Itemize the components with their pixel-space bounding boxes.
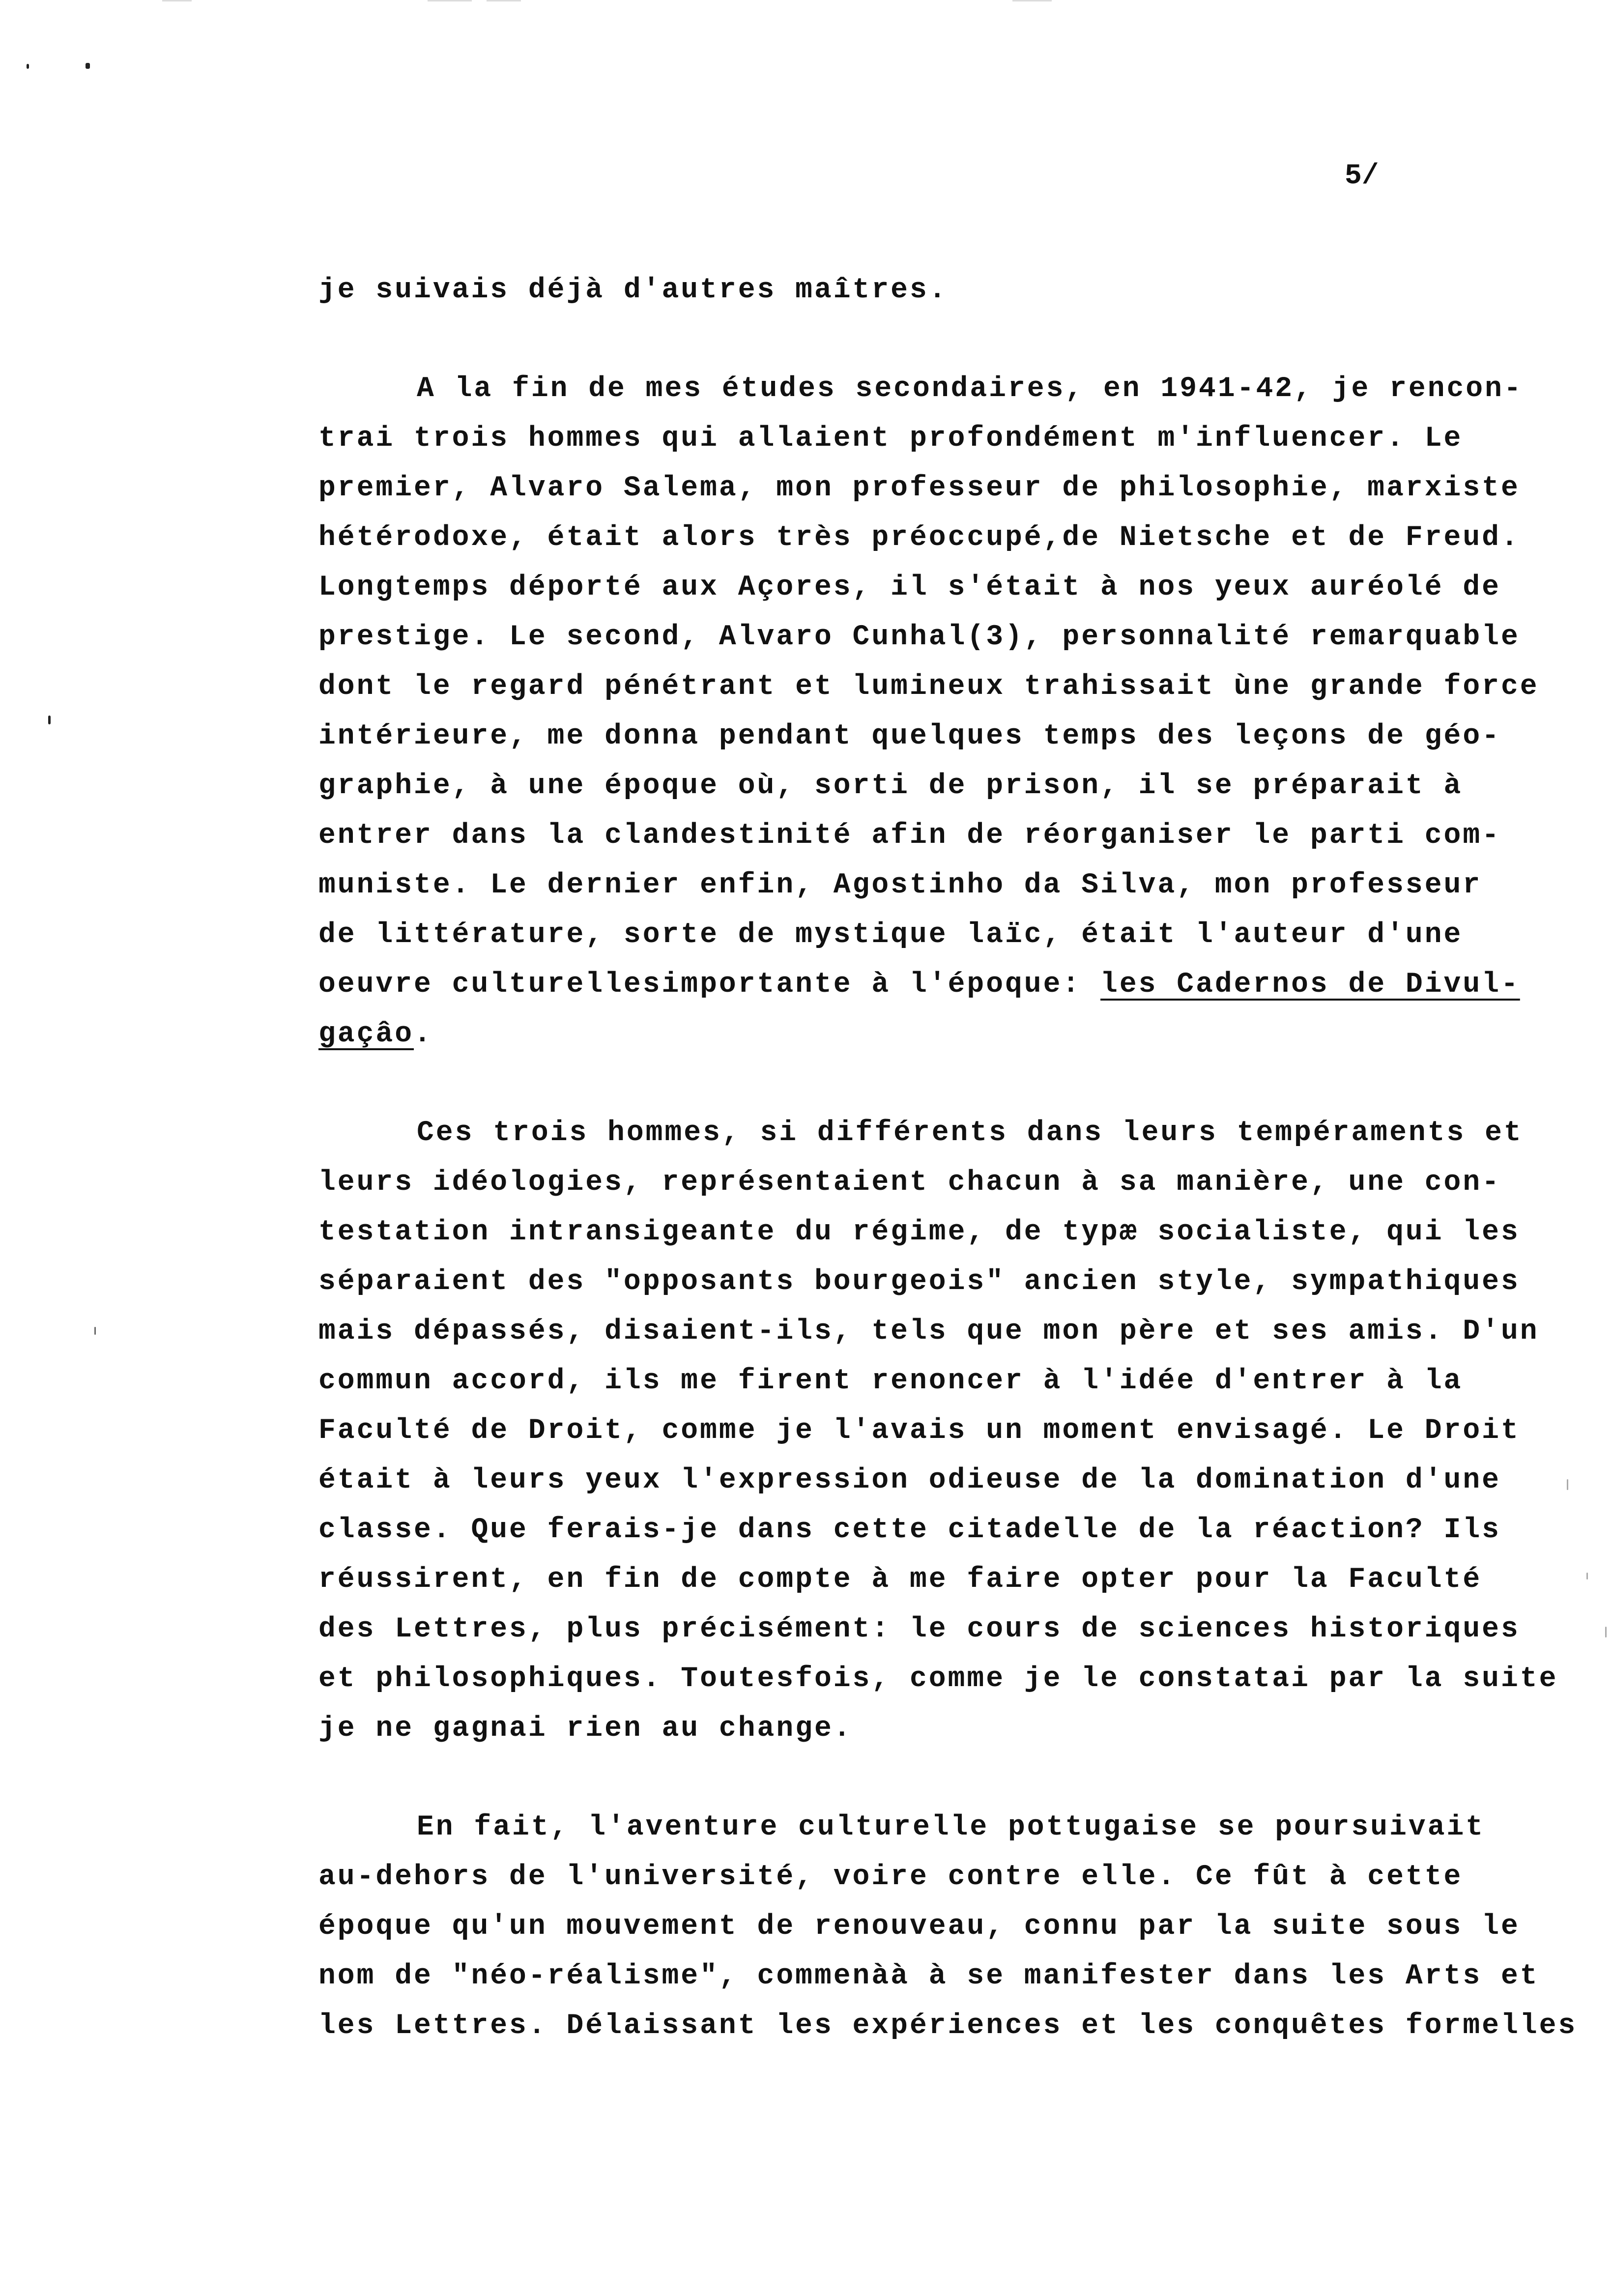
paragraph-3 [318, 1108, 1612, 1753]
text-line: Longtemps déporté aux Açores, il s'était à nos yeux auréolé de [318, 572, 1501, 603]
text-line: de littérature, sorte de mystique laïc, était l'auteur d'une [318, 919, 1463, 951]
scan-artifact [162, 0, 192, 1]
text-line: je suivais déjà d'autres maîtres. [318, 274, 948, 306]
text-line: était à leurs yeux l'expression odieuse de la domination d'une [318, 1464, 1501, 1496]
text-line: je ne gagnai rien au change. [318, 1713, 853, 1745]
text-line: mais dépassés, disaient-ils, tels que mon père et ses amis. D'un [318, 1316, 1539, 1348]
text-line: au-dehors de l'université, voire contre elle. Ce fût à cette [318, 1861, 1463, 1893]
text-line: testation intransigeante du régime, de typæ socialiste, qui les [318, 1216, 1520, 1248]
text-line: entrer dans la clandestinité afin de réorganiser le parti com- [318, 820, 1501, 852]
text-line: A la fin de mes études secondaires, en 1941-42, je rencon- [417, 373, 1523, 405]
scan-artifact [428, 0, 472, 1]
text-line: époque qu'un mouvement de renouveau, connu par la suite sous le [318, 1911, 1520, 1943]
text-line: En fait, l'aventure culturelle pottugaise se poursuivait [417, 1811, 1485, 1843]
text-line: et philosophiques. Toutesfois, comme je le constatai par la suite [318, 1663, 1558, 1695]
text-line: classe. Que ferais-je dans cette citadelle de la réaction? Ils [318, 1514, 1501, 1546]
underlined-title: les Cadernos de Divul- [1100, 969, 1520, 1001]
scan-artifact [487, 0, 521, 1]
text-line: Faculté de Droit, comme je l'avais un moment envisagé. Le Droit [318, 1415, 1520, 1447]
text-line: réussirent, en fin de compte à me faire opter pour la Faculté [318, 1564, 1482, 1596]
text-line: intérieure, me donna pendant quelques temps des leçons de géo- [318, 720, 1501, 752]
text-segment: oeuvre culturellesimportante à l'époque: [318, 969, 1101, 1001]
scan-artifact [1012, 0, 1052, 1]
text-line: les Lettres. Délaissant les expériences et les conquêtes formelles [318, 2010, 1578, 2042]
text-line: des Lettres, plus précisément: le cours de sciences historiques [318, 1613, 1520, 1645]
text-line: trai trois hommes qui allaient profondément m'influencer. Le [318, 423, 1463, 455]
margin-speck [48, 716, 51, 724]
margin-speck [94, 1327, 96, 1335]
text-line: nom de "néo-réalisme", commenàà à se manifester dans les Arts et [318, 1960, 1539, 1992]
text-line: séparaient des "opposants bourgeois" ancien style, sympathiques [318, 1266, 1520, 1298]
text-line: premier, Alvaro Salema, mon professeur de philosophie, marxiste [318, 472, 1520, 504]
margin-speck [27, 64, 29, 69]
text-line: graphie, à une époque où, sorti de prison, il se préparait à [318, 770, 1463, 802]
paragraph-1 [318, 265, 1612, 315]
text-line: leurs idéologies, représentaient chacun à sa manière, une con- [318, 1167, 1501, 1199]
page-number: 5/ [1345, 160, 1379, 192]
margin-speck [86, 63, 90, 69]
text-line [318, 1009, 1612, 1059]
text-line: dont le regard pénétrant et lumineux trahissait ùne grande force [318, 671, 1539, 703]
text-line: prestige. Le second, Alvaro Cunhal(3), personnalité remarquable [318, 621, 1520, 653]
text-segment: . [414, 1018, 433, 1050]
paragraph-2 [318, 364, 1612, 1059]
text-line: hétérodoxe, était alors très préoccupé,de Nietsche et de Freud. [318, 522, 1520, 554]
text-line: muniste. Le dernier enfin, Agostinho da Silva, mon professeur [318, 869, 1482, 901]
text-line: Ces trois hommes, si différents dans leurs tempéraments et [417, 1117, 1523, 1149]
text-line: commun accord, ils me firent renoncer à l'idée d'entrer à la [318, 1365, 1463, 1397]
text-line [318, 960, 1612, 1009]
paragraph-4 [318, 1803, 1612, 2051]
underlined-title: gaçâo [318, 1018, 414, 1050]
body-text [318, 265, 1612, 2100]
